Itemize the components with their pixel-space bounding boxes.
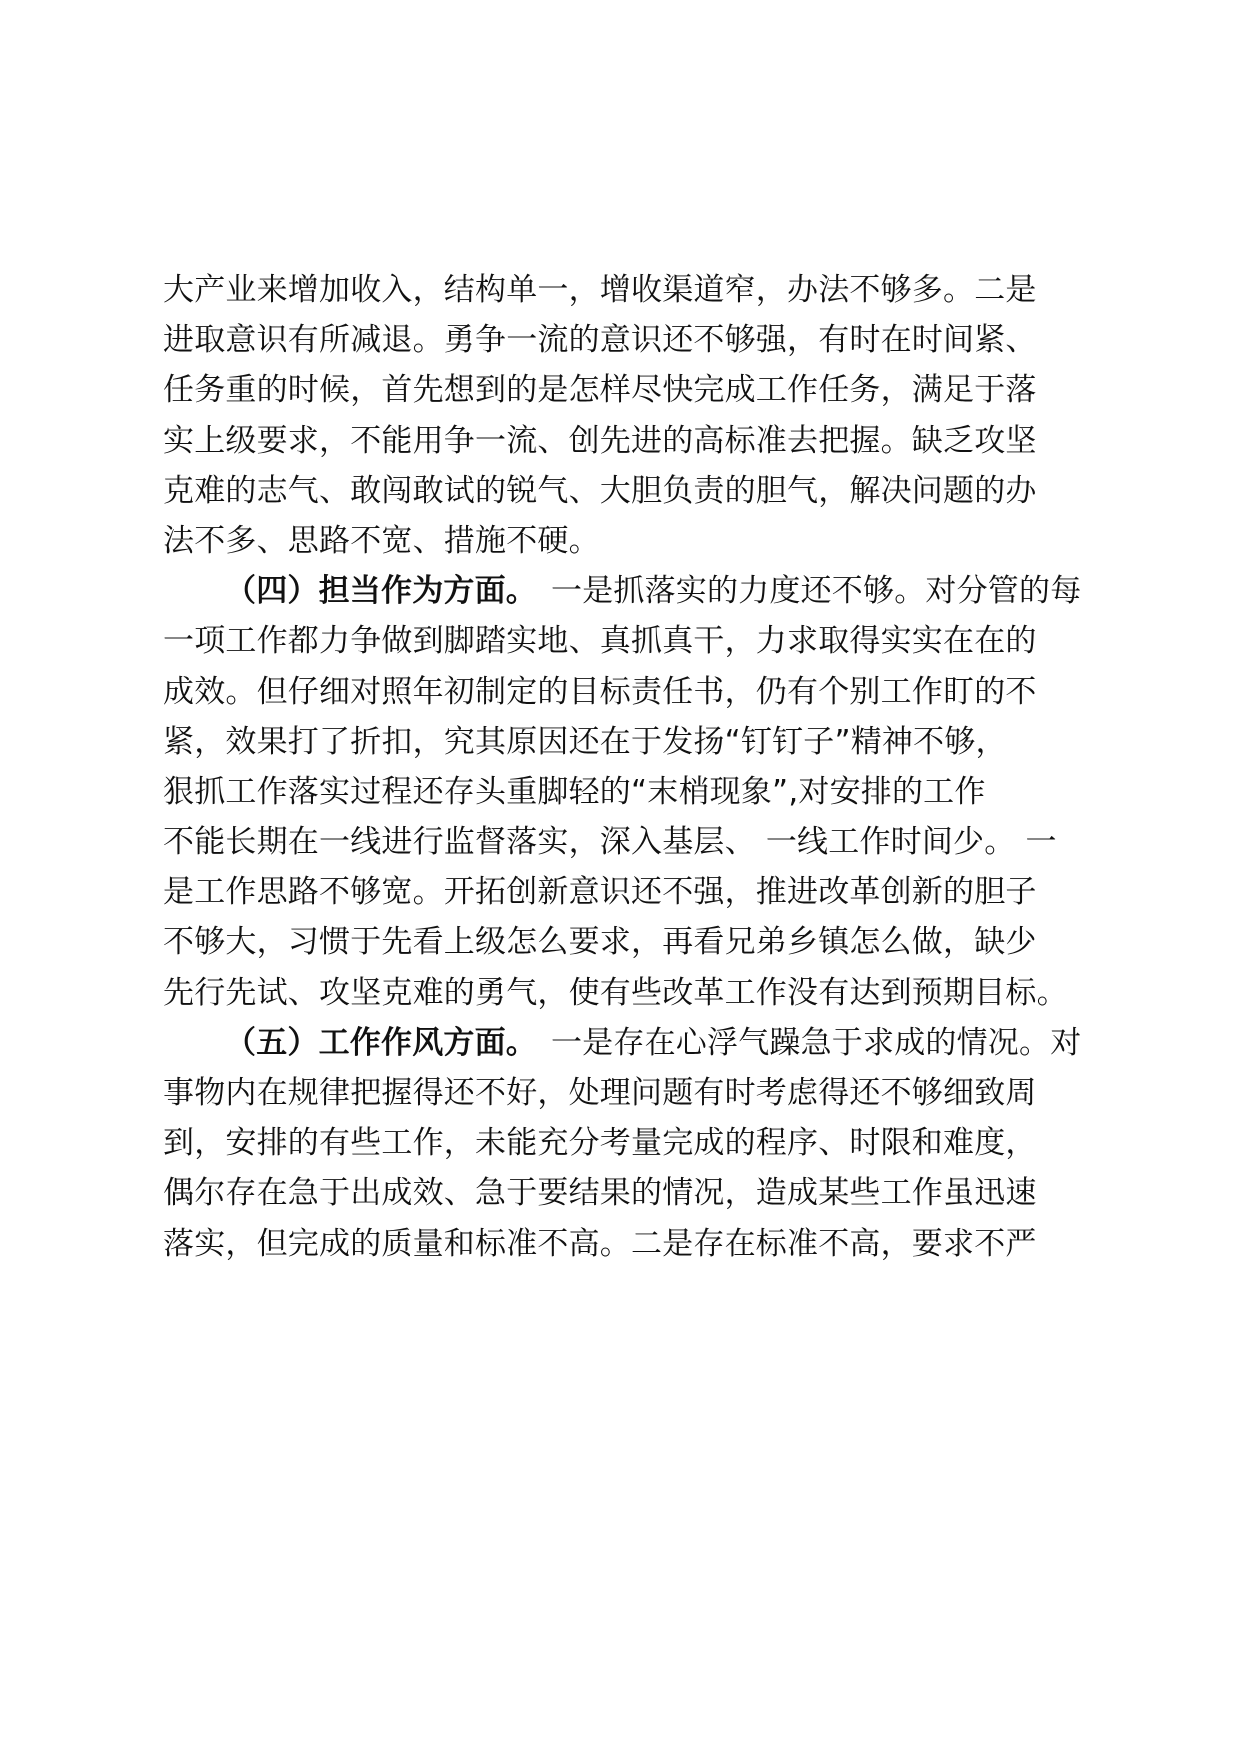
paragraph-line: 不能长期在一线进行监督落实，深入基层、 一线工作时间少。 一 — [163, 824, 1057, 861]
section-four-lead-text: 一是抓落实的力度还不够。对分管的每 — [551, 573, 1082, 610]
paragraph-line: 落实，但完成的质量和标准不高。二是存在标准不高，要求不严 — [163, 1225, 1037, 1262]
paragraph-line: 是工作思路不够宽。开拓创新意识还不强，推进改革创新的胆子 — [163, 874, 1037, 911]
section-five-heading: （五）工作作风方面。 — [225, 1024, 537, 1061]
paragraph-line: 克难的志气、敢闯敢试的锐气、大胆负责的胆气，解决问题的办 — [163, 472, 1037, 509]
paragraph-line: 不够大，习惯于先看上级怎么要求，再看兄弟乡镇怎么做，缺少 — [163, 924, 1037, 961]
paragraph-line: 大产业来增加收入，结构单一，增收渠道窄，办法不够多。二是 — [163, 272, 1037, 308]
paragraph-line: 进取意识有所减退。勇争一流的意识还不够强，有时在时间紧、 — [163, 322, 1037, 359]
paragraph-line: 任务重的时候，首先想到的是怎样尽快完成工作任务，满足于落 — [163, 372, 1037, 409]
section-four-heading: （四）担当作为方面。 — [225, 573, 537, 610]
section-five-lead-text: 一是存在心浮气躁急于求成的情况。对 — [551, 1024, 1082, 1061]
paragraph-line: 先行先试、攻坚克难的勇气，使有些改革工作没有达到预期目标。 — [163, 974, 1068, 1011]
paragraph-line: 狠抓工作落实过程还存头重脚轻的“末梢现象”,对安排的工作 — [163, 773, 986, 810]
paragraph-line: 成效。但仔细对照年初制定的目标责任书，仍有个别工作盯的不 — [163, 673, 1037, 710]
paragraph-line: 一项工作都力争做到脚踏实地、真抓真干，力求取得实实在在的 — [163, 623, 1037, 660]
paragraph-line: 到，安排的有些工作，未能充分考量完成的程序、时限和难度， — [163, 1125, 1037, 1162]
document-body — [163, 265, 1093, 1269]
paragraph-line: 事物内在规律把握得还不好，处理问题有时考虑得还不够细致周 — [163, 1075, 1037, 1111]
section-four-first-line — [163, 566, 1093, 616]
paragraph-line: 实上级要求，不能用争一流、创先进的高标准去把握。缺乏攻坚 — [163, 422, 1037, 459]
paragraph-line: 偶尔存在急于出成效、急于要结果的情况，造成某些工作虽迅速 — [163, 1175, 1037, 1212]
paragraph-line: 紧，效果打了折扣，究其原因还在于发扬“钉钉子”精神不够， — [163, 723, 1007, 760]
paragraph-line: 法不多、思路不宽、措施不硬。 — [163, 522, 600, 559]
section-five-first-line — [163, 1018, 1093, 1068]
